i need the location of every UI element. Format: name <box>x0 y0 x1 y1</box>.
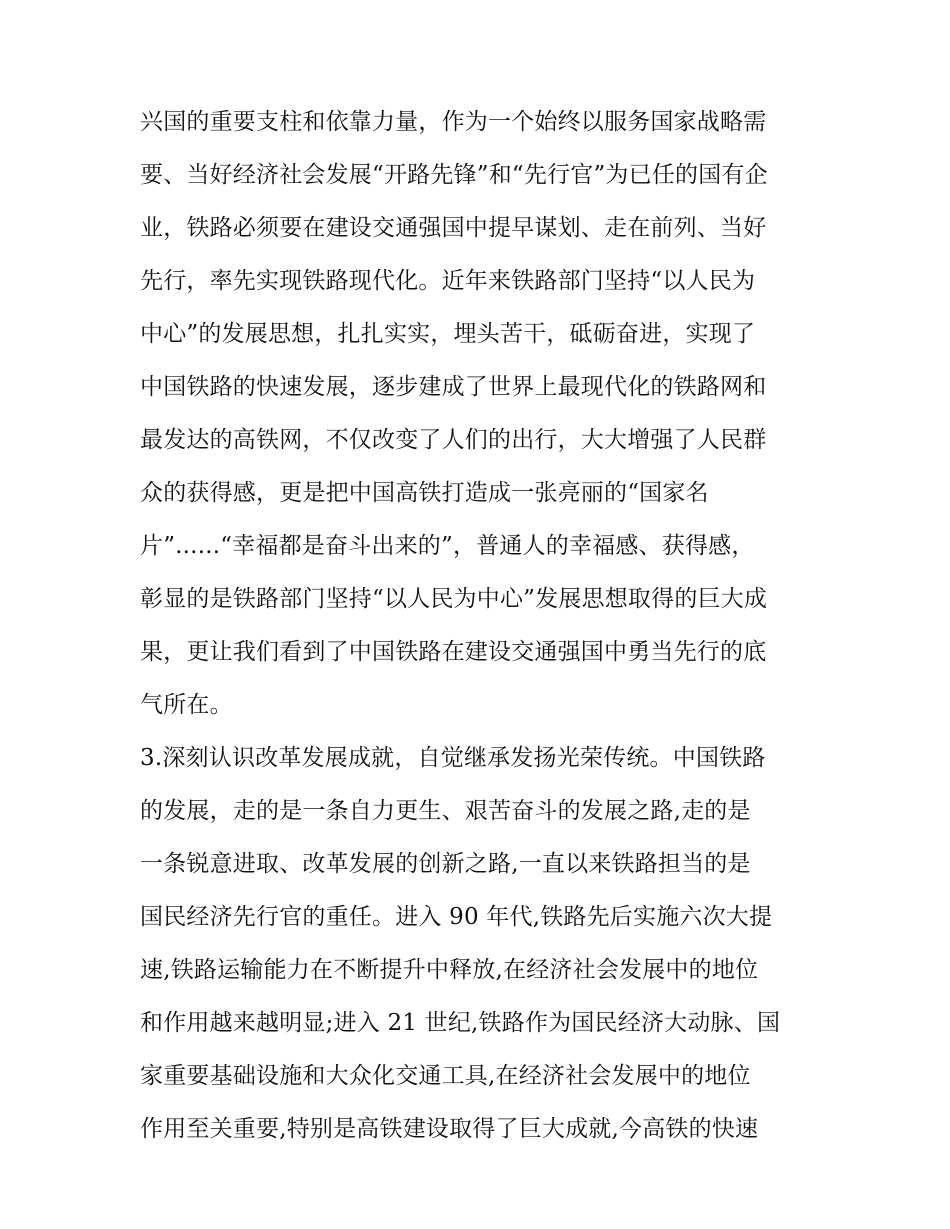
text-line: 中心”的发展思想，扎扎实实，埋头苦干，砥砺奋进，实现了 <box>140 321 756 347</box>
text-line: 中国铁路的快速发展，逐步建成了世界上最现代化的铁路网和 <box>140 374 767 400</box>
text-line: 作用至关重要,特别是高铁建设取得了巨大成就,今高铁的快速 <box>140 1116 759 1142</box>
text-line: 和作用越来越明显;进入 21 世纪,铁路作为国民经济大动脉、国 <box>140 1010 781 1036</box>
text-line: 一条锐意进取、改革发展的创新之路,一直以来铁路担当的是 <box>140 851 751 877</box>
text-line: 的发展，走的是一条自力更生、艰苦奋斗的发展之路,走的是 <box>140 798 751 824</box>
section-heading-line: 3.深刻认识改革发展成就，自觉继承发扬光荣传统。中国铁路 <box>140 745 766 771</box>
text-line: 兴国的重要支柱和依靠力量，作为一个始终以服务国家战略需 <box>140 109 767 135</box>
text-line: 要、当好经济社会发展“开路先锋”和“先行官”为已任的国有企 <box>140 162 768 188</box>
text-line: 彰显的是铁路部门坚持“以人民为中心”发展思想取得的巨大成 <box>140 586 768 612</box>
text-line: 速,铁路运输能力在不断提升中释放,在经济社会发展中的地位 <box>140 957 759 983</box>
text-line: 国民经济先行官的重任。进入 90 年代,铁路先后实施六次大提 <box>140 904 773 930</box>
text-line: 气所在。 <box>140 692 233 718</box>
body-text <box>140 96 820 1156</box>
text-line: 果，更让我们看到了中国铁路在建设交通强国中勇当先行的底 <box>140 639 767 665</box>
text-line: 家重要基础设施和大众化交通工具,在经济社会发展中的地位 <box>140 1063 751 1089</box>
text-line: 众的获得感，更是把中国高铁打造成一张亮丽的“国家名 <box>140 480 709 506</box>
text-line: 业，铁路必须要在建设交通强国中提早谋划、走在前列、当好 <box>140 215 767 241</box>
text-line: 片”......“幸福都是奋斗出来的”，普通人的幸福感、获得感， <box>140 533 755 559</box>
text-line: 先行，率先实现铁路现代化。近年来铁路部门坚持“以人民为 <box>140 268 756 294</box>
text-line: 最发达的高铁网，不仅改变了人们的出行，大大增强了人民群 <box>140 427 767 453</box>
